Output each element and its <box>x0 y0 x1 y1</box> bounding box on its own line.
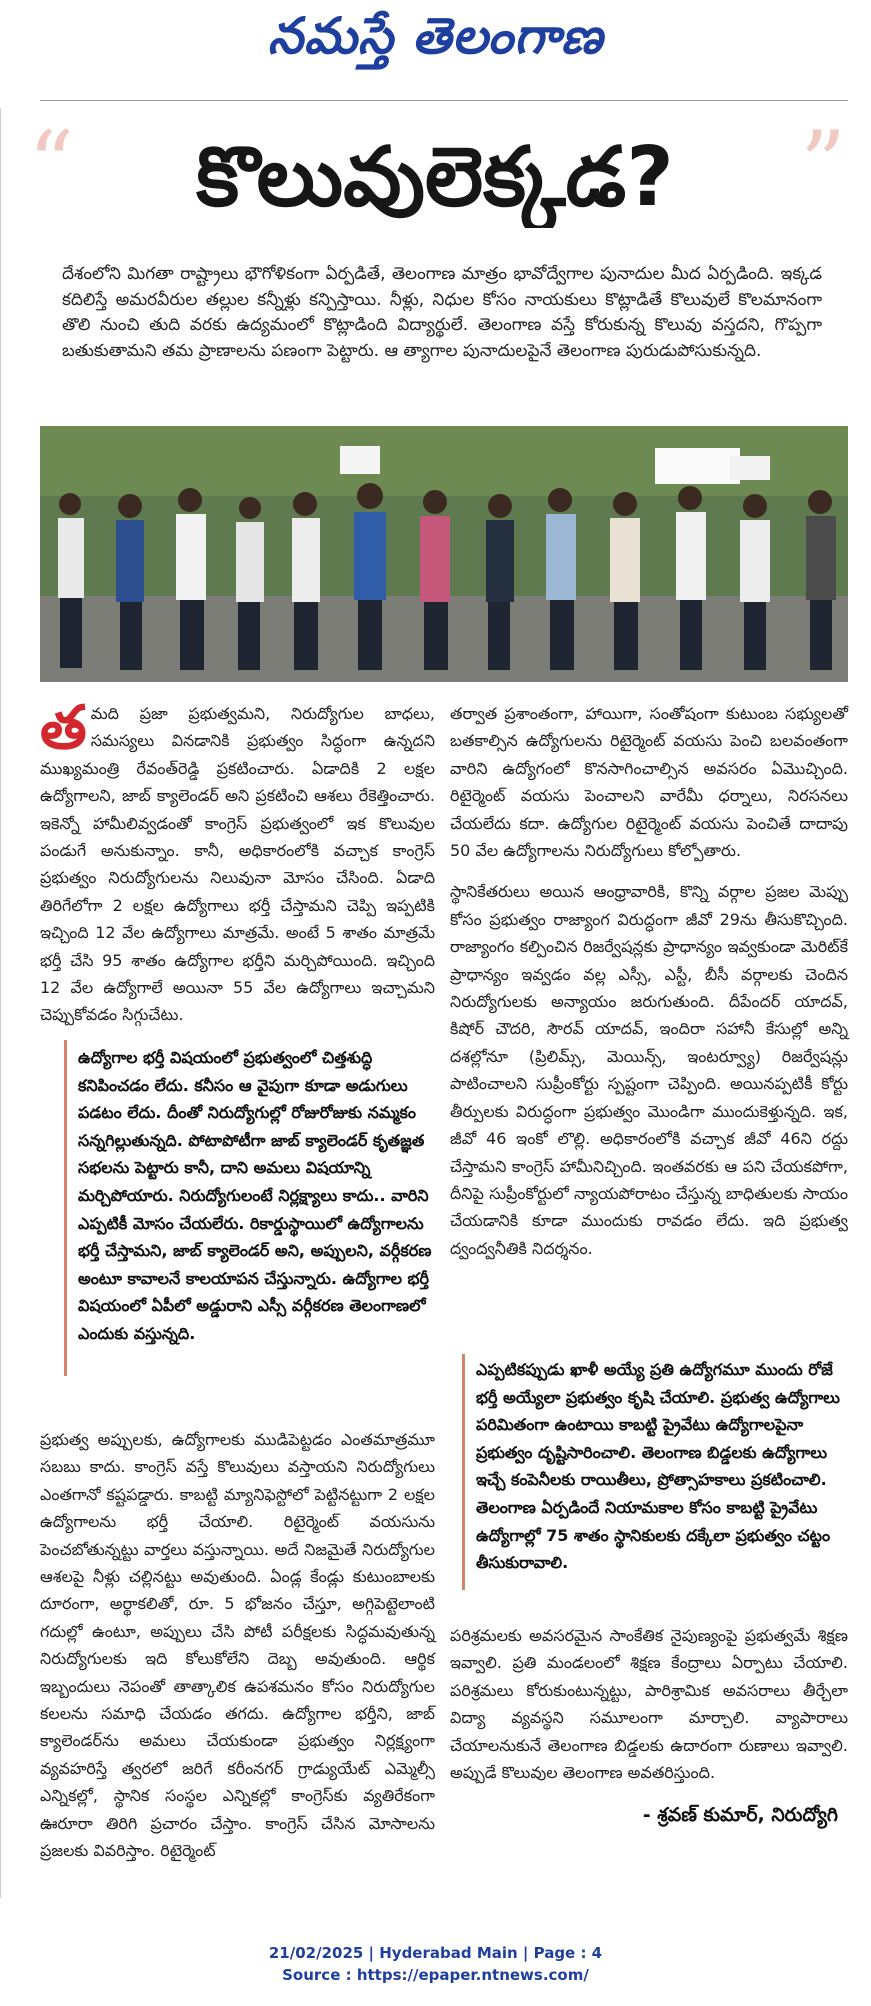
article-column-left <box>40 693 435 1043</box>
pull-quote-right: ఎప్పటికప్పుడు ఖాళీ అయ్యే ప్రతి ఉద్యోగమూ ముందు రోజే భర్తీ అయ్యేలా ప్రభుత్వం కృషి చేయాలి. ప్రభుత్వ ఉద్యోగాలు పరిమితంగా ఉంటాయి కాబట్టి ప్రైవేటు ఉద్యోగాలపైనా ప్రభుత్వం దృష్టిసారించాలి. తెలంగాణ బిడ్డలకు ఉద్యోగాలు ఇచ్చే కంపెనీలకు రాయితీలు, ప్రోత్సాహకాలు ప్రకటించాలి. తెలంగాణ ఏర్పడిందే నియామకాల కోసం కాబట్టి ప్రైవేటు ఉద్యోగాల్లో 75 శాతం స్థానికులకు దక్కేలా ప్రభుత్వం చట్టం తీసుకురావాలి. <box>476 1360 840 1573</box>
masthead-divider <box>40 100 848 101</box>
footer-edition: 21/02/2025 | Hyderabad Main | Page : 4 <box>268 1944 603 1962</box>
protest-photo <box>40 426 848 682</box>
pull-quote-left: ఉద్యోగాల భర్తీ విషయంలో ప్రభుత్వంలో చిత్తశుద్ధి కనిపించడం లేదు. కనీసం ఆ వైపుగా కూడా అడుగులు పడటం లేదు. దీంతో నిరుద్యోగుల్లో రోజురోజుకు నమ్మకం సన్నగిల్లుతున్నది. పోటాపోటీగా జాబ్ క్యాలెండర్ కృతజ్ఞత సభలను పెట్టారు కానీ, దాని అమలు విషయాన్ని మర్చిపోయారు. నిరుద్యోగులంటే నిర్లక్ష్యాలు కాదు.. వారిని ఎప్పటికీ మోసం చేయలేరు. రికార్డుస్థాయిలో ఉద్యోగాలను భర్తీ చేస్తామని, జాబ్ క్యాలెండర్ అని, అప్పులని, వర్గీకరణ అంటూ కావాలనే కాలయాపన చేస్తున్నారు. ఉద్యోగాల భర్తీ విషయంలో ఏపీలో అడ్డురాని ఎస్సీ వర్గీకరణ తెలంగాణలో ఎందుకు వస్తున్నది. <box>78 1048 432 1343</box>
left-paragraph-2: ప్రభుత్వ అప్పులకు, ఉద్యోగాలకు ముడిపెట్టడం ఎంతమాత్రమూ సబబు కాదు. కాంగ్రెస్ వస్తే కొలువులు వస్తాయని నిరుద్యోగులు ఎంతగానో కష్టపడ్డారు. కాబట్టి మ్యానిఫెస్టోలో పెట్టినట్టుగా 2 లక్షల ఉద్యోగాలను భర్తీ చేయాలి. రిటైర్మెంట్ వయసును పెంచబోతున్నట్టు వార్తలు వస్తున్నాయి. అదే నిజమైతే నిరుద్యోగుల ఆశలపై నీళ్లు చల్లినట్టు అవుతుంది. ఏండ్ల కేండ్లు కుటుంబాలకు దూరంగా, అర్థాకలితో, రూ. 5 భోజనం చేస్తూ, అగ్గిపెట్టెలాంటి గదుల్లో ఉంటూ, అప్పులు చేసి పోటీ పరీక్షలకు సిద్ధమవుతున్న నిరుద్యోగులకు ఇది కోలుకోలేని దెబ్బ అవుతుంది. ఆర్థిక ఇబ్బందులు నెపంతో తాత్కాలిక ఉపశమనం కోసం నిరుద్యోగుల కలలను సమాధి చేయడం తగదు. ఉద్యోగాల భర్తీని, జాబ్ క్యాలెండర్‌ను అమలు చేయకుండా ప్రభుత్వం నిర్లక్ష్యంగా వ్యవహరిస్తే త్వరలో జరిగే కరీంనగర్ గ్రాడ్యుయేట్ ఎమ్మెల్సీ ఎన్నికల్లో, స్థానిక సంస్థల ఎన్నికల్లో కాంగ్రెస్‌కు వ్యతిరేకంగా ఊరూరా తిరిగి ప్రచారం చేస్తాం. కాంగ్రెస్ చేసిన మోసాలను ప్రజలకు వివరిస్తాం. రిటైర్మెంట్ <box>40 1430 435 1861</box>
article-column-left-continued <box>40 1426 435 1879</box>
article-headline: కొలువులెక్కడ? <box>196 130 674 225</box>
left-paragraph-1: తమది ప్రజా ప్రభుత్వమని, నిరుద్యోగుల బాధలు, సమస్యలు వినడానికి ప్రభుత్వం సిద్ధంగా ఉన్నదని ముఖ్యమంత్రి రేవంత్‌రెడ్డి ప్రకటించారు. ఏడాదికి 2 లక్షల ఉద్యోగాలని, జాబ్ క్యాలెండర్ అని ప్రకటించి ఆశలు రేకెత్తించారు. ఇకెన్నో హామీలివ్వడంతో కాంగ్రెస్ ప్రభుత్వంలో ఇక కొలువుల పండుగే అనుకున్నాం. కానీ, అధికారంలోకి వచ్చాక కాంగ్రెస్ ప్రభుత్వం నిరుద్యోగులను నిలువునా మోసం చేసింది. ఏడాది తిరిగేలోగా 2 లక్షల ఉద్యోగాలు భర్తీ చేస్తామని చెప్పి ఇప్పటికి ఇచ్చింది 12 వేల ఉద్యోగాలు మాత్రమే. అంటే 5 శాతం మాత్రమే భర్తీ చేసి 95 శాతం ఉద్యోగాల భర్తీని మర్చిపోయింది. ఇచ్చింది 12 వేల ఉద్యోగాలే అయినా 55 వేల ఉద్యోగాలు ఇచ్చామని చెప్పుకోవడం సిగ్గుచేటు. <box>40 693 435 1025</box>
right-paragraph-2: స్థానికేతరులు అయిన ఆంధ్రావారికి, కొన్ని వర్గాల ప్రజల మెప్పు కోసం ప్రభుత్వం రాజ్యాంగ విరుద్ధంగా జీవో 29ను తీసుకొచ్చింది. రాజ్యాంగం కల్పించిన రిజర్వేషన్లకు ప్రాధాన్యం ఇవ్వకుండా మెరిట్‌కే ప్రాధాన్యం ఇవ్వడం వల్ల ఎస్సీ, ఎస్టీ, బీసీ వర్గాలకు చెందిన నిరుద్యోగులకు అన్యాయం జరుగుతుంది. దీపేందర్ యాదవ్, కిషోర్ చౌదరి, సౌరవ్ యాదవ్, ఇందిరా సహానీ కేసుల్లో అన్ని దశల్లోనూ (ప్రిలిమ్స్, మెయిన్స్, ఇంటర్వ్యూ) రిజర్వేషన్లు పాటించాలని సుప్రీంకోర్టు స్పష్టంగా చెప్పింది. అయినప్పటికీ కోర్టు తీర్పులకు విరుద్ధంగా ప్రభుత్వం మొండిగా ముందుకెళ్తున్నది. ఇక, జీవో 46 ఇంకో లొల్లి. అధికారంలోకి వచ్చాక జీవో 46ని రద్దు చేస్తామని కాంగ్రెస్ హామీనిచ్చింది. ఇంతవరకు ఆ పని చేయకపోగా, దీనిపై సుప్రీంకోర్టులో న్యాయపోరాటం చేస్తున్న బాధితులకు సాయం చేయడానికి కూడా ముందుకు రావడం లేదు. ఇది ప్రభుత్వ ద్వంద్వనీతికి నిదర్శనం. <box>450 882 848 1258</box>
masthead-title: నమస్తే తెలంగాణ <box>267 6 604 65</box>
quote-open-mark: “ <box>28 112 75 217</box>
page-left-border <box>0 108 1 1898</box>
footer-source-link[interactable]: Source : https://epaper.ntnews.com/ <box>282 1966 589 1984</box>
right-paragraph-1: తర్వాత ప్రశాంతంగా, హాయిగా, సంతోషంగా కుటుంబ సభ్యులతో బతకాల్సిన ఉద్యోగులను రిటైర్మెంట్ వయసు పెంచి బలవంతంగా వారిని ఉద్యోగంలో కొనసాగించాల్సిన అవసరం ఏమొచ్చింది. రిటైర్మెంట్ వయసు పెంచాలని వారేమీ ధర్నాలు, నిరసనలు చేయలేదు కదా. ఉద్యోగుల రిటైర్మెంట్ వయసు పెంచితే దాదాపు 50 వేల ఉద్యోగాలను నిరుద్యోగులు కోల్పోతారు. <box>450 704 848 861</box>
drop-cap: త <box>40 693 87 763</box>
article-intro: దేశంలోని మిగతా రాష్ట్రాలు భౌగోళికంగా ఏర్పడితే, తెలంగాణ మాత్రం భావోద్వేగాల పునాదుల మీద ఏర్పడింది. ఇక్కడ కదిలిస్తే అమరవీరుల తల్లుల కన్నీళ్లు కన్పిస్తాయి. నీళ్లు, నిధుల కోసం నాయకులు కొట్లాడితే కొలువులే కొలమానంగా తొలి నుంచి తుది వరకు ఉద్యమంలో కొట్లాడింది విద్యార్థులే. తెలంగాణ వస్తే కోరుకున్న కొలువు వస్తదని, గొప్పగా బతుకుతామని తమ ప్రాణాలను పణంగా పెట్టారు. ఆ త్యాగాల పునాదులపైనే తెలంగాణ పురుడుపోసుకున్నది. <box>62 264 822 361</box>
article-column-right-continued <box>450 1622 848 1800</box>
quote-close-mark: ” <box>800 112 847 217</box>
right-paragraph-3: పరిశ్రమలకు అవసరమైన సాంకేతిక నైపుణ్యంపై ప్రభుత్వమే శిక్షణ ఇవ్వాలి. ప్రతి మండలంలో శిక్షణ కేంద్రాలు ఏర్పాటు చేయాలి. పరిశ్రమలు కోరుకుంటున్నట్టు, పారిశ్రామిక అవసరాలు తీర్చేలా విద్యా వ్యవస్థని సమూలంగా మార్చాలి. వ్యాపారాలు చేయాలనుకునే తెలంగాణ బిడ్డలకు ఉదారంగా రుణాలు ఇవ్వాలి. అప్పుడే కొలువుల తెలంగాణ అవతరిస్తుంది. <box>450 1626 848 1783</box>
article-column-right <box>450 700 848 1276</box>
article-byline: - శ్రవణ్ కుమార్, నిరుద్యోగి <box>642 1804 838 1826</box>
